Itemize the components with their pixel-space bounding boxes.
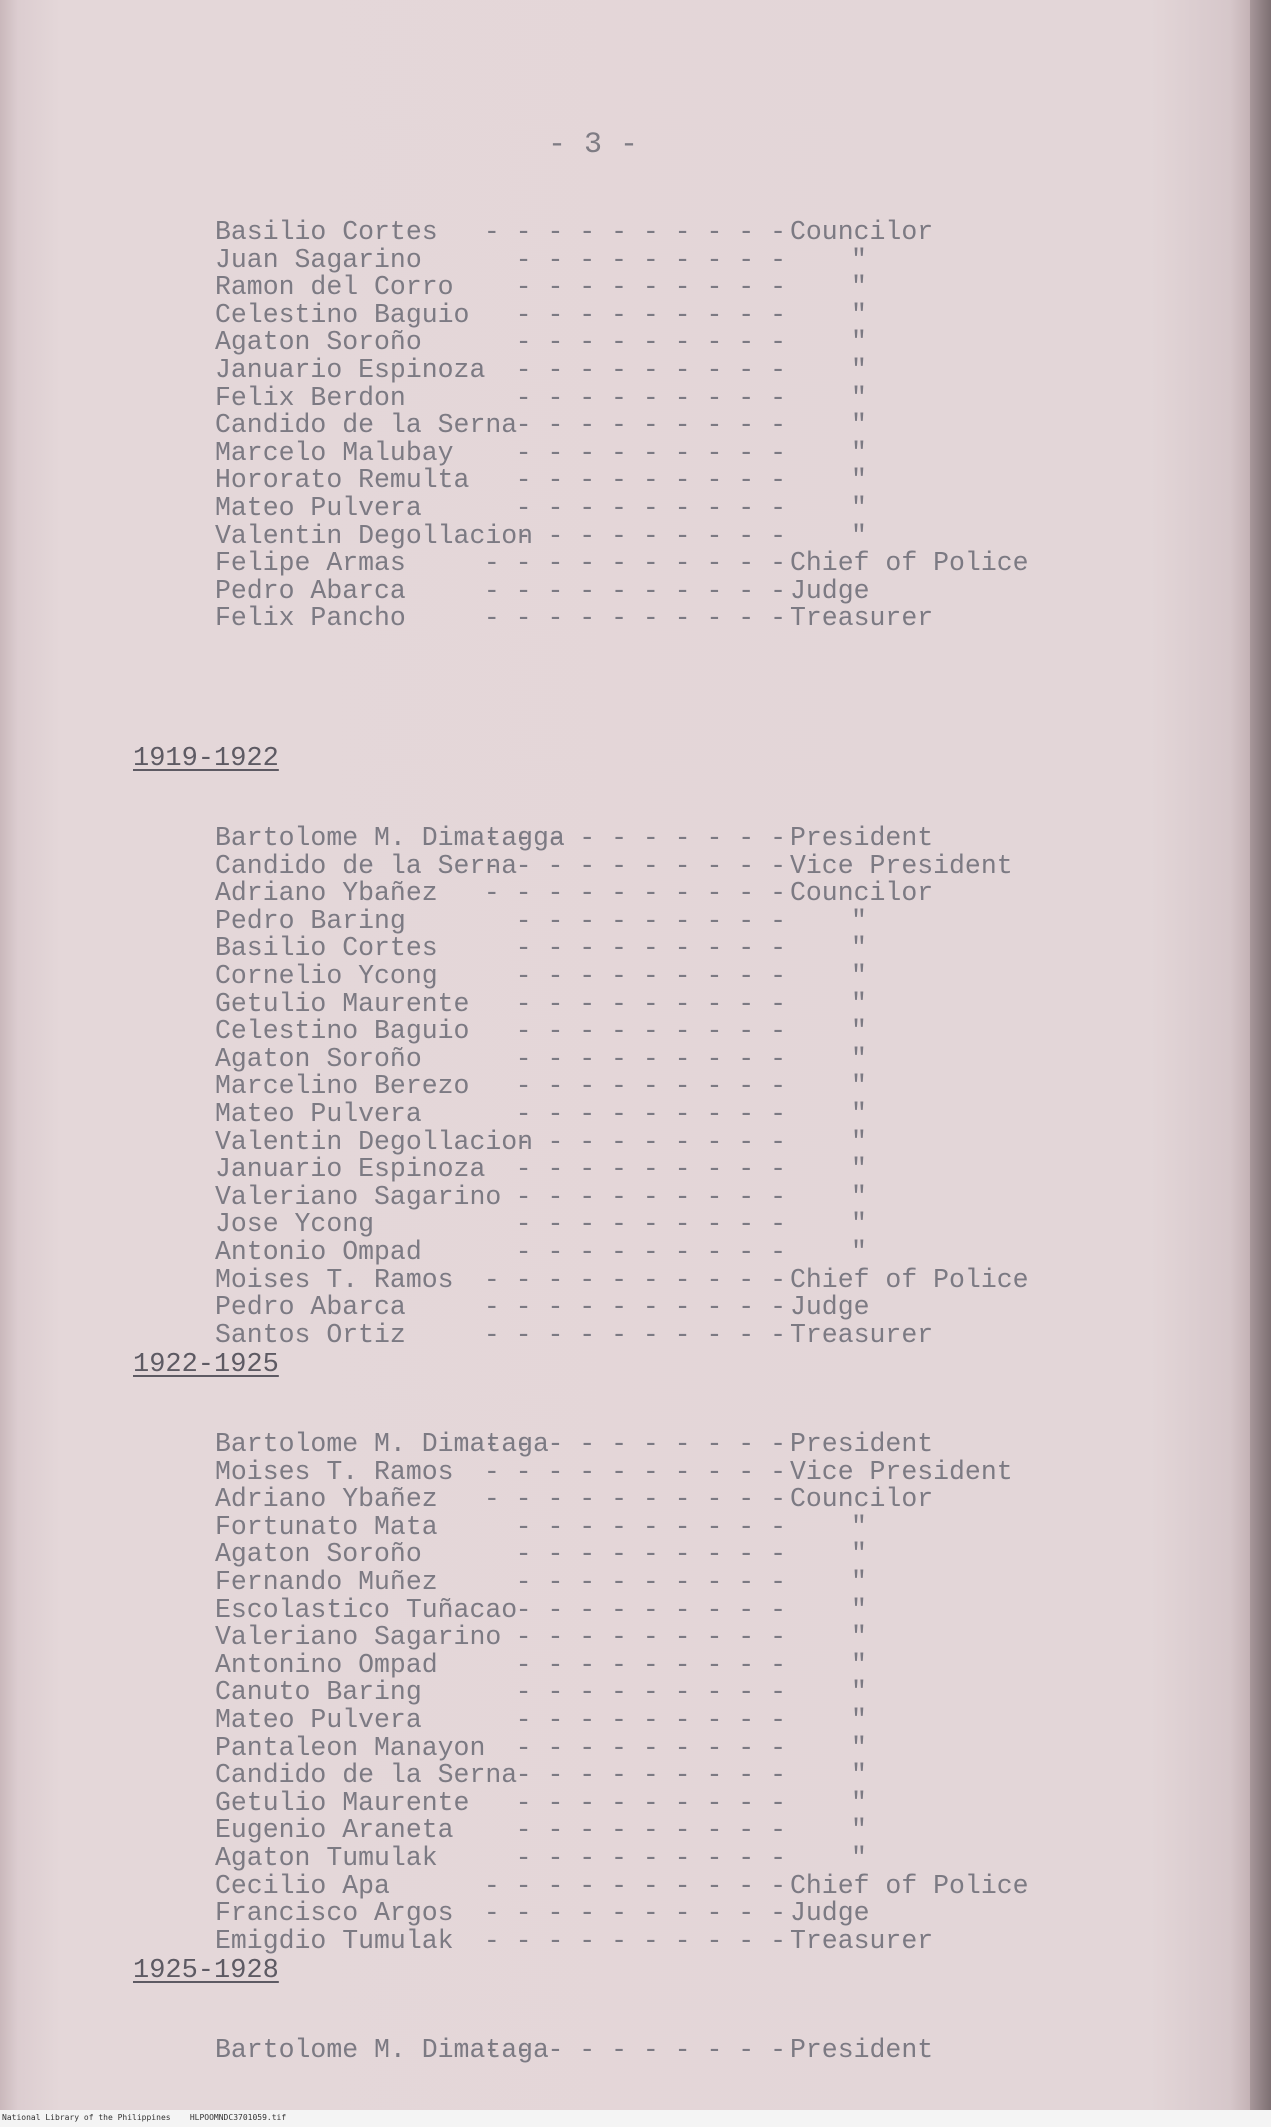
official-name: Agaton Soroño (215, 1043, 422, 1074)
official-row (215, 301, 1115, 329)
official-name: Antonino Ompad (215, 1649, 438, 1680)
ditto-mark: " (851, 1815, 867, 1846)
official-position: President (790, 823, 934, 853)
ditto-mark: " (851, 520, 867, 551)
official-row (215, 1485, 1115, 1513)
official-name: Cecilio Apa (215, 1870, 390, 1901)
ditto-mark: " (851, 1126, 867, 1157)
official-name: Pedro Baring (215, 905, 406, 936)
dash-leader: - - - - - - - - - (515, 1705, 786, 1735)
ditto-mark: " (851, 1099, 867, 1129)
official-position: Councilor (790, 1484, 934, 1515)
official-name: Escolastico Tuñacao (215, 1594, 518, 1625)
official-name: Celestino Baguio (215, 1016, 470, 1047)
ditto-mark: " (851, 1787, 867, 1818)
official-name: Marcelino Berezo (215, 1071, 470, 1102)
official-row (215, 1596, 1115, 1624)
dash-leader: - - - - - - - - - (515, 1539, 786, 1570)
dash-leader: - - - - - - - - - - (483, 2035, 786, 2065)
official-row (215, 1100, 1115, 1128)
official-row (215, 577, 1115, 605)
official-name: Bartolome M. Dimataga (215, 2035, 549, 2065)
dash-leader: - - - - - - - - - (515, 1732, 786, 1763)
official-row (215, 1761, 1115, 1789)
official-row (215, 1155, 1115, 1183)
dash-leader: - - - - - - - - - (515, 905, 786, 936)
dash-leader: - - - - - - - - - (515, 1760, 786, 1791)
official-name: Basilio Cortes (215, 217, 438, 247)
official-position: Councilor (790, 878, 934, 909)
official-position: Vice President (790, 1456, 1013, 1487)
official-name: Mateo Pulvera (215, 493, 422, 523)
official-row (215, 1045, 1115, 1073)
dash-leader: - - - - - - - - - (515, 410, 786, 441)
dash-leader: - - - - - - - - - (515, 382, 786, 413)
ditto-mark: " (851, 905, 867, 936)
ditto-mark: " (851, 988, 867, 1019)
dash-leader: - - - - - - - - - (515, 1649, 786, 1680)
official-row (215, 1017, 1115, 1045)
official-row (215, 1734, 1115, 1762)
dash-leader: - - - - - - - - - (515, 1071, 786, 1102)
dash-leader: - - - - - - - - - (515, 1787, 786, 1818)
official-row (215, 466, 1115, 494)
official-position: Chief of Police (790, 1870, 1029, 1901)
official-row (215, 1927, 1115, 1955)
official-name: Basilio Cortes (215, 933, 438, 964)
official-name: Adriano Ybañez (215, 1484, 438, 1515)
ditto-mark: " (851, 1649, 867, 1680)
dash-leader: - - - - - - - - - (515, 493, 786, 523)
dash-leader: - - - - - - - - - (515, 1209, 786, 1240)
official-name: Agaton Soroño (215, 327, 422, 358)
official-position: Councilor (790, 217, 934, 247)
ditto-mark: " (851, 1539, 867, 1570)
ditto-mark: " (851, 1567, 867, 1597)
official-name: Felipe Armas (215, 548, 406, 579)
official-row (215, 1210, 1115, 1238)
official-position: Judge (790, 575, 870, 606)
official-name: Moises T. Ramos (215, 1264, 454, 1295)
dash-leader: - - - - - - - - - (515, 327, 786, 358)
dash-leader: - - - - - - - - - - (483, 1264, 786, 1295)
ditto-mark: " (851, 1511, 867, 1542)
official-name: Santos Ortiz (215, 1319, 406, 1350)
official-name: Fortunato Mata (215, 1511, 438, 1542)
official-row (215, 218, 1115, 246)
official-row (215, 907, 1115, 935)
official-name: Candido de la Serna (215, 410, 518, 441)
official-row (215, 522, 1115, 550)
official-position: President (790, 1429, 934, 1459)
official-name: Getulio Maurente (215, 1787, 470, 1818)
official-position: President (790, 2035, 934, 2065)
ditto-mark: " (851, 933, 867, 964)
official-row (215, 1844, 1115, 1872)
dash-leader: - - - - - - - - - - (483, 1484, 786, 1515)
official-row (215, 1183, 1115, 1211)
official-name: Cornelio Ycong (215, 961, 438, 991)
official-row (215, 439, 1115, 467)
official-row (215, 879, 1115, 907)
ditto-mark: " (851, 1154, 867, 1185)
official-name: Valeriano Sagarino (215, 1622, 502, 1653)
official-name: Pedro Abarca (215, 575, 406, 606)
official-row (215, 1623, 1115, 1651)
ditto-mark: " (851, 244, 867, 275)
official-row (215, 1266, 1115, 1294)
official-row (215, 1321, 1115, 1349)
official-name: Adriano Ybañez (215, 878, 438, 909)
ditto-mark: " (851, 1760, 867, 1791)
ditto-mark: " (851, 299, 867, 330)
official-position: Chief of Police (790, 1264, 1029, 1295)
official-name: Agaton Tumulak (215, 1843, 438, 1873)
dash-leader: - - - - - - - - - (515, 1594, 786, 1625)
dash-leader: - - - - - - - - - (515, 272, 786, 303)
ditto-mark: " (851, 1016, 867, 1047)
official-name: Antonio Ompad (215, 1237, 422, 1267)
ditto-mark: " (851, 1209, 867, 1240)
dash-leader: - - - - - - - - - (515, 1043, 786, 1074)
dash-leader: - - - - - - - - - (515, 1181, 786, 1212)
official-row (215, 549, 1115, 577)
ditto-mark: " (851, 1622, 867, 1653)
ditto-mark: " (851, 1843, 867, 1873)
dash-leader: - - - - - - - - - - (483, 1429, 786, 1459)
official-row (215, 1568, 1115, 1596)
ditto-mark: " (851, 1732, 867, 1763)
ditto-mark: " (851, 382, 867, 413)
official-row (215, 1899, 1115, 1927)
official-name: Canuto Baring (215, 1677, 422, 1708)
period-heading: 1922-1925 (133, 1350, 279, 1380)
ditto-mark: " (851, 1181, 867, 1212)
dash-leader: - - - - - - - - - (515, 1843, 786, 1873)
official-name: Ramon del Corro (215, 272, 454, 303)
official-row (215, 1458, 1115, 1486)
official-row (215, 824, 1115, 852)
official-name: Candido de la Serna (215, 1760, 518, 1791)
official-position: Treasurer (790, 1925, 934, 1956)
period-heading: 1925-1928 (133, 1956, 279, 1986)
official-position: Judge (790, 1292, 870, 1323)
dash-leader: - - - - - - - - - (515, 520, 786, 551)
official-name: Mateo Pulvera (215, 1099, 422, 1129)
dash-leader: - - - - - - - - - (515, 355, 786, 385)
dash-leader: - - - - - - - - - (515, 933, 786, 964)
dash-leader: - - - - - - - - - (515, 1677, 786, 1708)
ditto-mark: " (851, 961, 867, 991)
dash-leader: - - - - - - - - - - (483, 878, 786, 909)
official-row (215, 1072, 1115, 1100)
dash-leader: - - - - - - - - - (515, 961, 786, 991)
dash-leader: - - - - - - - - - (515, 1126, 786, 1157)
official-row (215, 1651, 1115, 1679)
dash-leader: - - - - - - - - - - (483, 217, 786, 247)
archive-footer: National Library of the Philippines HLPOOMNDC3701059.tif (2, 2113, 287, 2122)
official-name: Hororato Remulta (215, 465, 470, 496)
dash-leader: - - - - - - - - - (515, 1622, 786, 1653)
official-row (215, 962, 1115, 990)
official-position: Treasurer (790, 603, 934, 634)
dash-leader: - - - - - - - - - - (483, 1319, 786, 1350)
official-row (215, 934, 1115, 962)
official-row (215, 411, 1115, 439)
official-name: Bartolome M. Dimataga (215, 1429, 549, 1459)
official-name: Emigdio Tumulak (215, 1925, 454, 1956)
dash-leader: - - - - - - - - - (515, 437, 786, 468)
official-name: Felix Berdon (215, 382, 406, 413)
ditto-mark: " (851, 437, 867, 468)
dash-leader: - - - - - - - - - (515, 988, 786, 1019)
page-edge (1250, 0, 1271, 2110)
official-name: Agaton Soroño (215, 1539, 422, 1570)
official-name: Juan Sagarino (215, 244, 422, 275)
ditto-mark: " (851, 410, 867, 441)
ditto-mark: " (851, 1677, 867, 1708)
official-name: Januario Espinoza (215, 355, 486, 385)
ditto-mark: " (851, 355, 867, 385)
ditto-mark: " (851, 327, 867, 358)
official-row (215, 273, 1115, 301)
dash-leader: - - - - - - - - - (515, 1099, 786, 1129)
official-row (215, 1293, 1115, 1321)
page-number: - 3 - (548, 128, 639, 162)
dash-leader: - - - - - - - - - (515, 465, 786, 496)
official-name: Bartolome M. Dimatagga (215, 823, 565, 853)
dash-leader: - - - - - - - - - - (483, 850, 786, 881)
official-position: Chief of Police (790, 548, 1029, 579)
official-row (215, 1128, 1115, 1156)
official-row (215, 852, 1115, 880)
dash-leader: - - - - - - - - - - (483, 1456, 786, 1487)
official-row (215, 2036, 1115, 2064)
official-name: Francisco Argos (215, 1898, 454, 1929)
official-row (215, 494, 1115, 522)
official-name: Valeriano Sagarino (215, 1181, 502, 1212)
official-name: Celestino Baguio (215, 299, 470, 330)
official-name: Pantaleon Manayon (215, 1732, 486, 1763)
official-row (215, 604, 1115, 632)
official-name: Jose Ycong (215, 1209, 375, 1240)
official-row (215, 356, 1115, 384)
official-name: Eugenio Araneta (215, 1815, 454, 1846)
ditto-mark: " (851, 1071, 867, 1102)
dash-leader: - - - - - - - - - - (483, 1870, 786, 1901)
official-name: Januario Espinoza (215, 1154, 486, 1185)
official-row (215, 1430, 1115, 1458)
official-row (215, 1706, 1115, 1734)
dash-leader: - - - - - - - - - - (483, 1292, 786, 1323)
official-row (215, 990, 1115, 1018)
official-row (215, 1678, 1115, 1706)
period-heading: 1919-1922 (133, 744, 279, 774)
official-row (215, 1789, 1115, 1817)
dash-leader: - - - - - - - - - (515, 1237, 786, 1267)
official-row (215, 246, 1115, 274)
dash-leader: - - - - - - - - - - (483, 575, 786, 606)
official-row (215, 1238, 1115, 1266)
dash-leader: - - - - - - - - - (515, 1567, 786, 1597)
ditto-mark: " (851, 1705, 867, 1735)
official-name: Mateo Pulvera (215, 1705, 422, 1735)
official-name: Valentin Degollacion (215, 520, 534, 551)
dash-leader: - - - - - - - - - - (483, 1898, 786, 1929)
ditto-mark: " (851, 1237, 867, 1267)
official-name: Pedro Abarca (215, 1292, 406, 1323)
official-name: Fernando Muñez (215, 1567, 438, 1597)
official-row (215, 1513, 1115, 1541)
dash-leader: - - - - - - - - - - (483, 548, 786, 579)
official-row (215, 384, 1115, 412)
official-position: Treasurer (790, 1319, 934, 1350)
official-name: Valentin Degollacion (215, 1126, 534, 1157)
dash-leader: - - - - - - - - - - (483, 823, 786, 853)
dash-leader: - - - - - - - - - (515, 1815, 786, 1846)
dash-leader: - - - - - - - - - (515, 1154, 786, 1185)
official-position: Judge (790, 1898, 870, 1929)
dash-leader: - - - - - - - - - (515, 1511, 786, 1542)
ditto-mark: " (851, 1594, 867, 1625)
ditto-mark: " (851, 1043, 867, 1074)
official-row (215, 1816, 1115, 1844)
official-name: Moises T. Ramos (215, 1456, 454, 1487)
ditto-mark: " (851, 493, 867, 523)
dash-leader: - - - - - - - - - (515, 1016, 786, 1047)
official-position: Vice President (790, 850, 1013, 881)
ditto-mark: " (851, 465, 867, 496)
dash-leader: - - - - - - - - - (515, 244, 786, 275)
dash-leader: - - - - - - - - - - (483, 1925, 786, 1956)
official-name: Getulio Maurente (215, 988, 470, 1019)
ditto-mark: " (851, 272, 867, 303)
dash-leader: - - - - - - - - - - (483, 603, 786, 634)
official-row (215, 1872, 1115, 1900)
dash-leader: - - - - - - - - - (515, 299, 786, 330)
official-row (215, 328, 1115, 356)
official-row (215, 1540, 1115, 1568)
official-name: Felix Pancho (215, 603, 406, 634)
official-name: Candido de la Serna (215, 850, 518, 881)
official-name: Marcelo Malubay (215, 437, 454, 468)
